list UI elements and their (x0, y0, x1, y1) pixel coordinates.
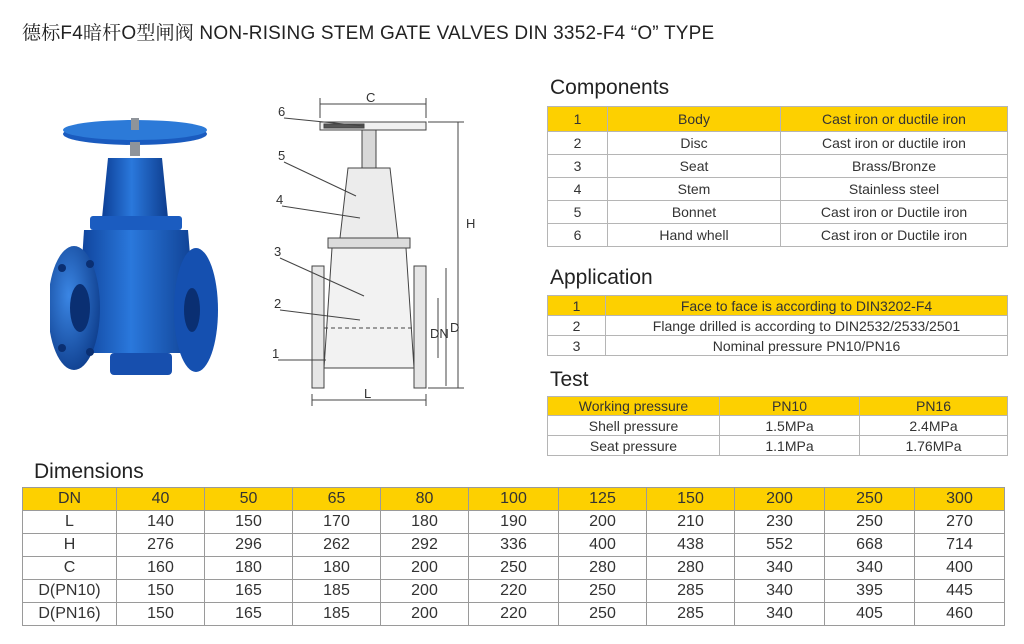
dimension-cell: 160 (117, 557, 205, 580)
component-part: Bonnet (608, 201, 781, 224)
dimension-cell: 250 (559, 603, 647, 626)
component-number: 5 (548, 201, 608, 224)
table-row (23, 557, 1005, 580)
table-row (548, 178, 1008, 201)
component-part: Disc (608, 132, 781, 155)
component-part: Stem (608, 178, 781, 201)
dimension-header-cell: 40 (117, 488, 205, 511)
dimension-cell: 180 (293, 557, 381, 580)
table-row (23, 580, 1005, 603)
dimension-header-cell: 125 (559, 488, 647, 511)
dimension-cell: 460 (915, 603, 1005, 626)
table-row (548, 155, 1008, 178)
dimensions-heading: Dimensions (34, 460, 144, 483)
dimension-cell: 395 (825, 580, 915, 603)
test-cell: 2.4MPa (860, 416, 1008, 436)
dimension-cell: 200 (559, 511, 647, 534)
dimension-header-cell: 250 (825, 488, 915, 511)
dim-dn-label: DN (430, 326, 449, 341)
table-row (548, 416, 1008, 436)
dimensions-header-row (23, 488, 1005, 511)
dimension-cell: 250 (825, 511, 915, 534)
callout-1: 1 (272, 346, 280, 361)
dimension-header-cell: 100 (469, 488, 559, 511)
test-cell: 1.1MPa (720, 436, 860, 456)
dimension-cell: 285 (647, 580, 735, 603)
component-material: Cast iron or ductile iron (781, 132, 1008, 155)
dimension-cell: 340 (825, 557, 915, 580)
dimension-cell: D(PN16) (23, 603, 117, 626)
components-table (547, 106, 1008, 247)
table-row (23, 511, 1005, 534)
dimension-cell: 200 (381, 603, 469, 626)
dimension-cell: 180 (381, 511, 469, 534)
dimension-cell: 180 (205, 557, 293, 580)
dimension-cell: 280 (559, 557, 647, 580)
component-material: Cast iron or Ductile iron (781, 201, 1008, 224)
application-number: 3 (548, 336, 606, 356)
test-header-cell: Working pressure (548, 397, 720, 416)
test-heading: Test (550, 368, 589, 391)
table-row (548, 107, 1008, 132)
callout-4: 4 (276, 192, 284, 207)
dimension-cell: 400 (915, 557, 1005, 580)
application-text: Flange drilled is according to DIN2532/2533/2501 (606, 316, 1008, 336)
dimension-cell: 185 (293, 603, 381, 626)
page-title: 德标F4暗杆O型闸阀 NON-RISING STEM GATE VALVES DIN 3352-F4 “O” TYPE (22, 23, 715, 44)
table-row (548, 436, 1008, 456)
table-row (548, 397, 1008, 416)
test-header-cell: PN16 (860, 397, 1008, 416)
test-table (547, 396, 1008, 456)
dimension-cell: 668 (825, 534, 915, 557)
dimension-cell: 150 (117, 580, 205, 603)
table-row (548, 201, 1008, 224)
component-material: Cast iron or Ductile iron (781, 224, 1008, 247)
dimension-cell: 296 (205, 534, 293, 557)
dim-d-label: D (450, 320, 460, 335)
component-number: 6 (548, 224, 608, 247)
dimension-header-cell: DN (23, 488, 117, 511)
callout-5: 5 (278, 148, 286, 163)
test-cell: Shell pressure (548, 416, 720, 436)
application-number: 2 (548, 316, 606, 336)
dimension-cell: 200 (381, 557, 469, 580)
table-row (548, 224, 1008, 247)
dimension-cell: 270 (915, 511, 1005, 534)
test-cell: 1.5MPa (720, 416, 860, 436)
component-part: Seat (608, 155, 781, 178)
dimension-cell: H (23, 534, 117, 557)
dimension-cell: 200 (381, 580, 469, 603)
dimension-header-cell: 50 (205, 488, 293, 511)
table-row (548, 316, 1008, 336)
dim-h-label: H (466, 216, 476, 231)
dimension-cell: L (23, 511, 117, 534)
application-text: Nominal pressure PN10/PN16 (606, 336, 1008, 356)
component-number: 3 (548, 155, 608, 178)
table-row (548, 132, 1008, 155)
dimension-cell: C (23, 557, 117, 580)
dimension-header-cell: 65 (293, 488, 381, 511)
dimension-cell: 220 (469, 603, 559, 626)
dimension-cell: 400 (559, 534, 647, 557)
dimension-cell: 280 (647, 557, 735, 580)
component-number: 2 (548, 132, 608, 155)
dimension-cell: 150 (205, 511, 293, 534)
valve-photo (50, 118, 225, 408)
dimension-cell: 170 (293, 511, 381, 534)
application-table (547, 295, 1008, 356)
application-text: Face to face is according to DIN3202-F4 (606, 296, 1008, 316)
component-part: Hand whell (608, 224, 781, 247)
dimension-cell: 285 (647, 603, 735, 626)
dimension-header-cell: 300 (915, 488, 1005, 511)
test-cell: 1.76MPa (860, 436, 1008, 456)
component-part: Body (608, 107, 781, 132)
dimension-cell: 250 (559, 580, 647, 603)
dimension-cell: 262 (293, 534, 381, 557)
dimension-cell: 190 (469, 511, 559, 534)
dimension-cell: 714 (915, 534, 1005, 557)
dimension-cell: 336 (469, 534, 559, 557)
dimension-cell: 340 (735, 557, 825, 580)
components-heading: Components (550, 76, 670, 99)
callout-3: 3 (274, 244, 282, 259)
dimension-cell: 438 (647, 534, 735, 557)
dimension-cell: 552 (735, 534, 825, 557)
component-number: 1 (548, 107, 608, 132)
dimension-cell: 292 (381, 534, 469, 557)
dimension-cell: 445 (915, 580, 1005, 603)
component-material: Stainless steel (781, 178, 1008, 201)
dimension-header-cell: 150 (647, 488, 735, 511)
callout-2: 2 (274, 296, 282, 311)
dimension-cell: 405 (825, 603, 915, 626)
dim-l-label: L (364, 386, 372, 401)
callout-6: 6 (278, 104, 286, 119)
dimension-cell: 340 (735, 580, 825, 603)
table-row (23, 534, 1005, 557)
table-row (548, 336, 1008, 356)
dimension-cell: 140 (117, 511, 205, 534)
application-heading: Application (550, 266, 653, 289)
component-material: Cast iron or ductile iron (781, 107, 1008, 132)
component-material: Brass/Bronze (781, 155, 1008, 178)
dimension-cell: 150 (117, 603, 205, 626)
dimension-header-cell: 200 (735, 488, 825, 511)
dimensions-table (22, 487, 1005, 626)
dimension-cell: D(PN10) (23, 580, 117, 603)
dimension-header-cell: 80 (381, 488, 469, 511)
dimension-cell: 165 (205, 603, 293, 626)
table-row (548, 296, 1008, 316)
dimension-cell: 185 (293, 580, 381, 603)
dimension-cell: 230 (735, 511, 825, 534)
test-header-cell: PN10 (720, 397, 860, 416)
test-cell: Seat pressure (548, 436, 720, 456)
dimension-cell: 276 (117, 534, 205, 557)
application-number: 1 (548, 296, 606, 316)
component-number: 4 (548, 178, 608, 201)
dimension-cell: 165 (205, 580, 293, 603)
dim-c-label: C (366, 90, 376, 105)
valve-drawing (268, 88, 483, 408)
table-row (23, 603, 1005, 626)
dimension-cell: 250 (469, 557, 559, 580)
dimension-cell: 220 (469, 580, 559, 603)
dimension-cell: 340 (735, 603, 825, 626)
dimension-cell: 210 (647, 511, 735, 534)
